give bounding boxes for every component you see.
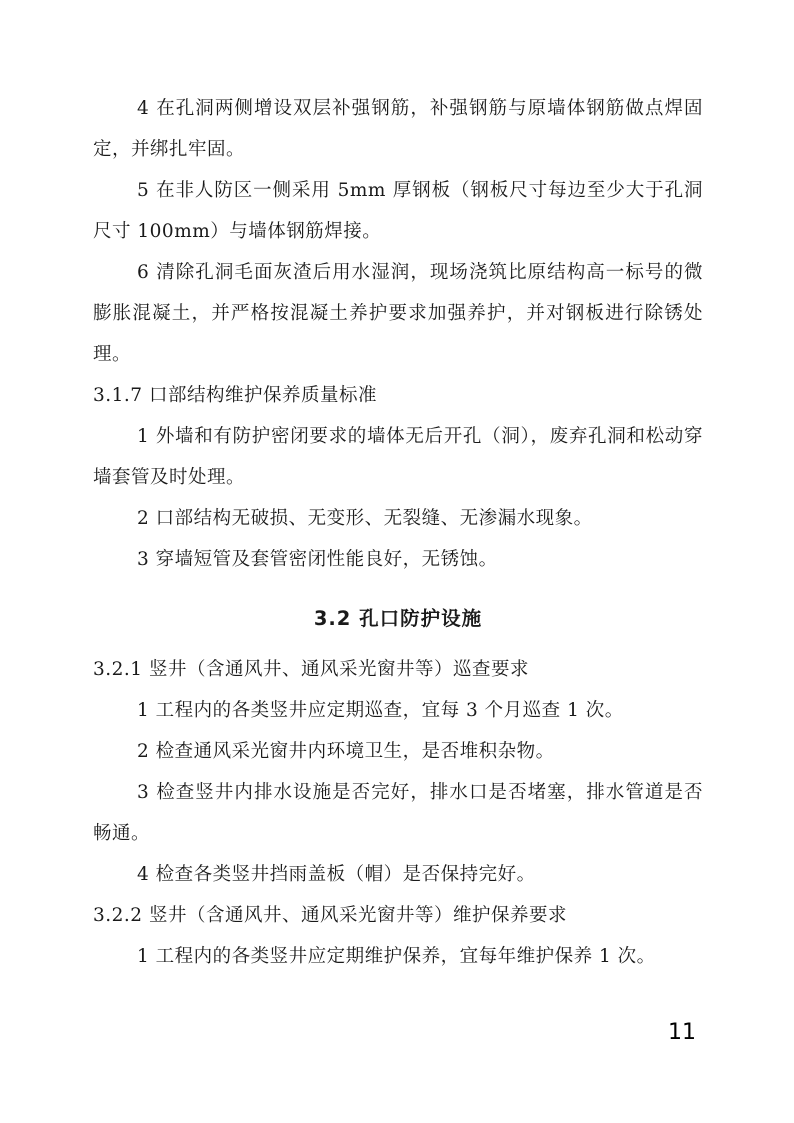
item-paragraph: 3 检查竖井内排水设施是否完好，排水口是否堵塞，排水管道是否畅通。 xyxy=(93,782,703,844)
page-number: 11 xyxy=(668,1020,696,1045)
item-paragraph: 6 清除孔洞毛面灰渣后用水湿润，现场浇筑比原结构高一标号的微膨胀混凝土，并严格按混凝土养护要求加强养护，并对钢板进行除锈处理。 xyxy=(93,262,703,365)
clause-heading: 3.2.1 竖井（含通风井、通风采光窗井等）巡查要求 xyxy=(93,659,529,680)
item-paragraph: 1 工程内的各类竖井应定期巡查，宜每 3 个月巡查 1 次。 xyxy=(137,700,624,721)
clause-heading: 3.1.7 口部结构维护保养质量标准 xyxy=(93,385,377,406)
clause-heading: 3.2.2 竖井（含通风井、通风采光窗井等）维护保养要求 xyxy=(93,905,567,926)
page-content xyxy=(93,88,703,977)
item-paragraph: 2 口部结构无破损、无变形、无裂缝、无渗漏水现象。 xyxy=(137,508,593,529)
item-paragraph: 1 外墙和有防护密闭要求的墙体无后开孔（洞），废弃孔洞和松动穿墙套管及时处理。 xyxy=(93,426,703,488)
item-paragraph: 4 检查各类竖井挡雨盖板（帽）是否保持完好。 xyxy=(137,864,536,885)
item-paragraph: 4 在孔洞两侧增设双层补强钢筋，补强钢筋与原墙体钢筋做点焊固定，并绑扎牢固。 xyxy=(93,98,703,160)
item-paragraph: 1 工程内的各类竖井应定期维护保养，宜每年维护保养 1 次。 xyxy=(137,946,656,967)
section-title: 3.2 孔口防护设施 xyxy=(313,607,483,630)
item-paragraph: 5 在非人防区一侧采用 5mm 厚钢板（钢板尺寸每边至少大于孔洞尺寸 100mm）与墙体钢筋焊接。 xyxy=(93,180,703,242)
item-paragraph: 2 检查通风采光窗井内环境卫生，是否堆积杂物。 xyxy=(137,741,555,762)
item-paragraph: 3 穿墙短管及套管密闭性能良好，无锈蚀。 xyxy=(137,549,498,570)
